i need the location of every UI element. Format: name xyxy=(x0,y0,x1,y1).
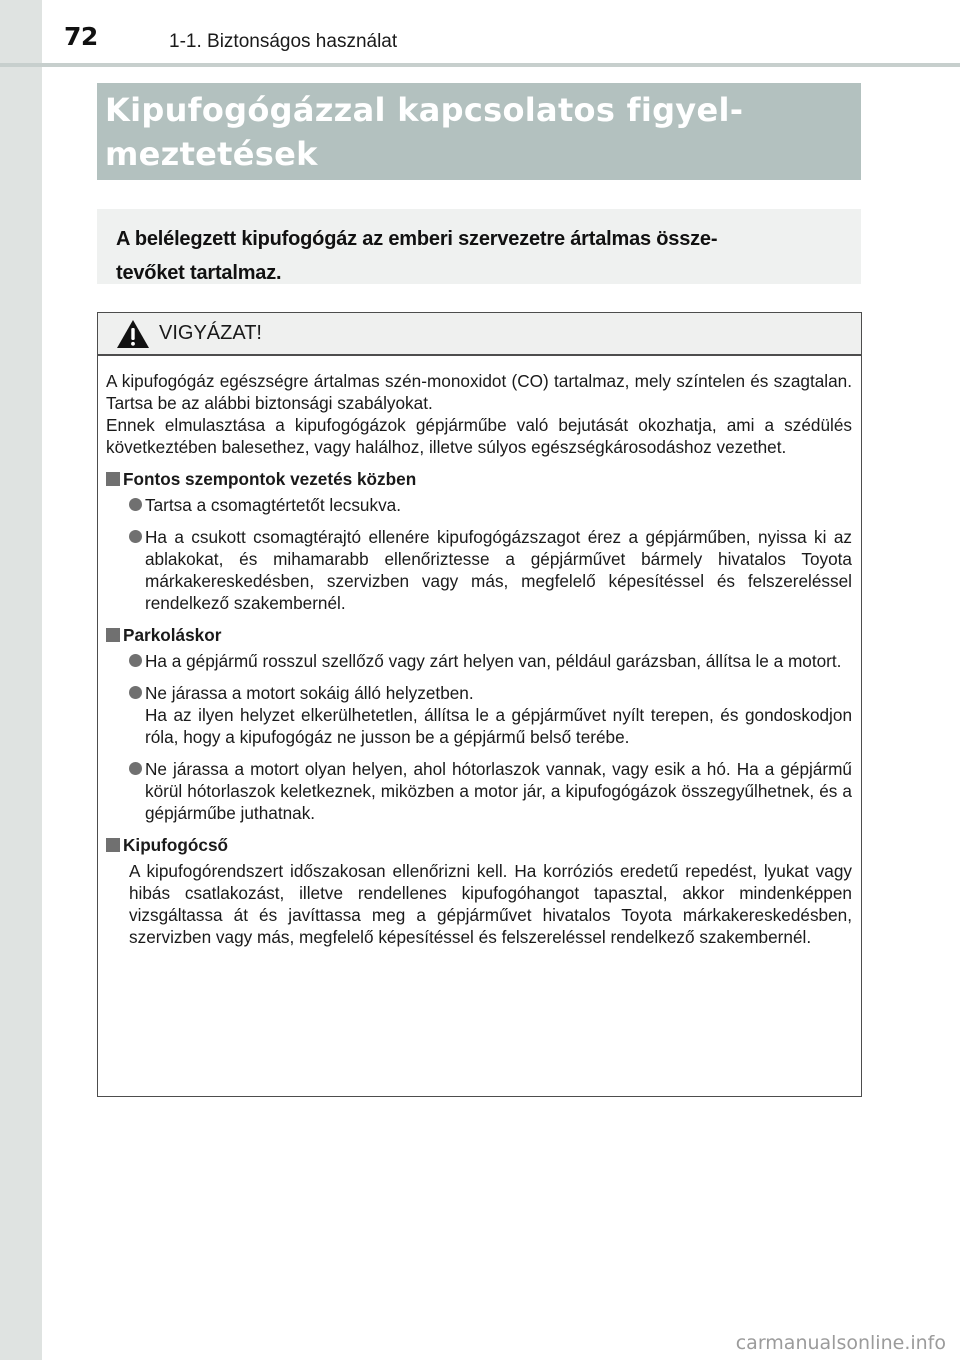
list-item-text: Ne járassa a motort olyan helyen, ahol hótorlaszok vannak, vagy esik a hó. Ha a gépjármű körül hótorlaszok keletkeznek, miközben a motor jár, a kipufogógázok összegyűlhetnek, és a gépjárműbe juthatnak. xyxy=(145,759,852,823)
list-item xyxy=(129,650,852,672)
running-head: 1-1. Biztonságos használat xyxy=(169,31,398,52)
header-rule xyxy=(0,63,960,67)
section-title-line2: meztetések xyxy=(105,135,318,173)
list-item-text: Ha az ilyen helyzet elkerülhetetlen, állítsa le a gépjárművet nyílt terepen, és gondoskodjon róla, hogy a kipufogógáz ne jusson be a gépjármű belső terébe. xyxy=(145,705,852,747)
caution-intro-1: A kipufogógáz egészségre ártalmas szén-monoxidot (CO) tartalmaz, mely színtelen és szagtalan. Tartsa be az alábbi biztonsági szabályokat. xyxy=(106,371,852,413)
list-item-text: Ha a gépjármű rosszul szellőző vagy zárt helyen van, például garázsban, állítsa le a motort. xyxy=(145,651,842,671)
section-heading-text: Kipufogócső xyxy=(123,835,229,855)
caution-body xyxy=(98,356,861,948)
section-heading-text: Fontos szempontok vezetés közben xyxy=(123,469,417,489)
section-title-line1: Kipufogógázzal kapcsolatos figyel- xyxy=(105,91,744,129)
section-title-band xyxy=(97,83,861,180)
caution-title: VIGYÁZAT! xyxy=(159,322,262,344)
section-paragraph: A kipufogórendszert időszakosan ellenőrizni kell. Ha korróziós eredetű repedést, lyukat vagy hibás csatlakozást, illetve rendellenes kipufogóhangot tapasztal, akkor mindenképpen vizsgáltassa át és javíttassa meg a gépjárművet hivatalos Toyota márkakereskedésben, szervizben vagy más, megfelelő képesítéssel és felszereléssel rendelkező szakembernél. xyxy=(129,861,852,947)
warning-triangle-icon xyxy=(116,319,150,349)
caution-header xyxy=(98,313,861,356)
list-item xyxy=(129,682,852,748)
list-item xyxy=(129,494,852,516)
watermark: carmanualsonline.info xyxy=(735,1332,946,1354)
section-heading-parking xyxy=(106,624,852,646)
list-item-text: Ha a csukott csomagtérajtó ellenére kipufogógázszagot érez a gépjárműben, nyissa ki az ablakokat, és mihamarabb ellenőriztesse a gépjárművet bármely hivatalos Toyota márkakereskedésben, szervizben vagy más, megfelelő képesítéssel és felszereléssel rendelkező szakembernél. xyxy=(145,527,852,613)
lead-band xyxy=(97,209,861,284)
section-heading-exhaust-pipe xyxy=(106,834,852,856)
circle-bullet-icon xyxy=(129,530,142,543)
caution-intro-2: Ennek elmulasztása a kipufogógázok gépjárműbe való bejutását okozhatja, ami a szédülés következtében balesethez, vagy halálhoz, illetve súlyos egészségkárosodáshoz vezethet. xyxy=(106,415,852,457)
caution-box xyxy=(97,312,862,1097)
section-title xyxy=(105,88,861,176)
square-bullet-icon xyxy=(106,838,120,852)
square-bullet-icon xyxy=(106,628,120,642)
list-item xyxy=(129,758,852,824)
list-item-text: Tartsa a csomagtértetőt lecsukva. xyxy=(145,495,402,515)
section-heading-driving xyxy=(106,468,852,490)
list-item-text: Ne járassa a motort sokáig álló helyzetben. xyxy=(145,683,474,703)
lead-line2: tevőket tartalmaz. xyxy=(116,262,282,284)
circle-bullet-icon xyxy=(129,498,142,511)
circle-bullet-icon xyxy=(129,686,142,699)
side-strip xyxy=(0,0,42,1360)
page-number: 72 xyxy=(64,22,98,51)
list-item xyxy=(129,526,852,614)
lead-text xyxy=(116,222,861,290)
circle-bullet-icon xyxy=(129,762,142,775)
circle-bullet-icon xyxy=(129,654,142,667)
section-heading-text: Parkoláskor xyxy=(123,625,222,645)
square-bullet-icon xyxy=(106,472,120,486)
lead-line1: A belélegzett kipufogógáz az emberi szervezetre ártalmas össze- xyxy=(116,228,718,250)
